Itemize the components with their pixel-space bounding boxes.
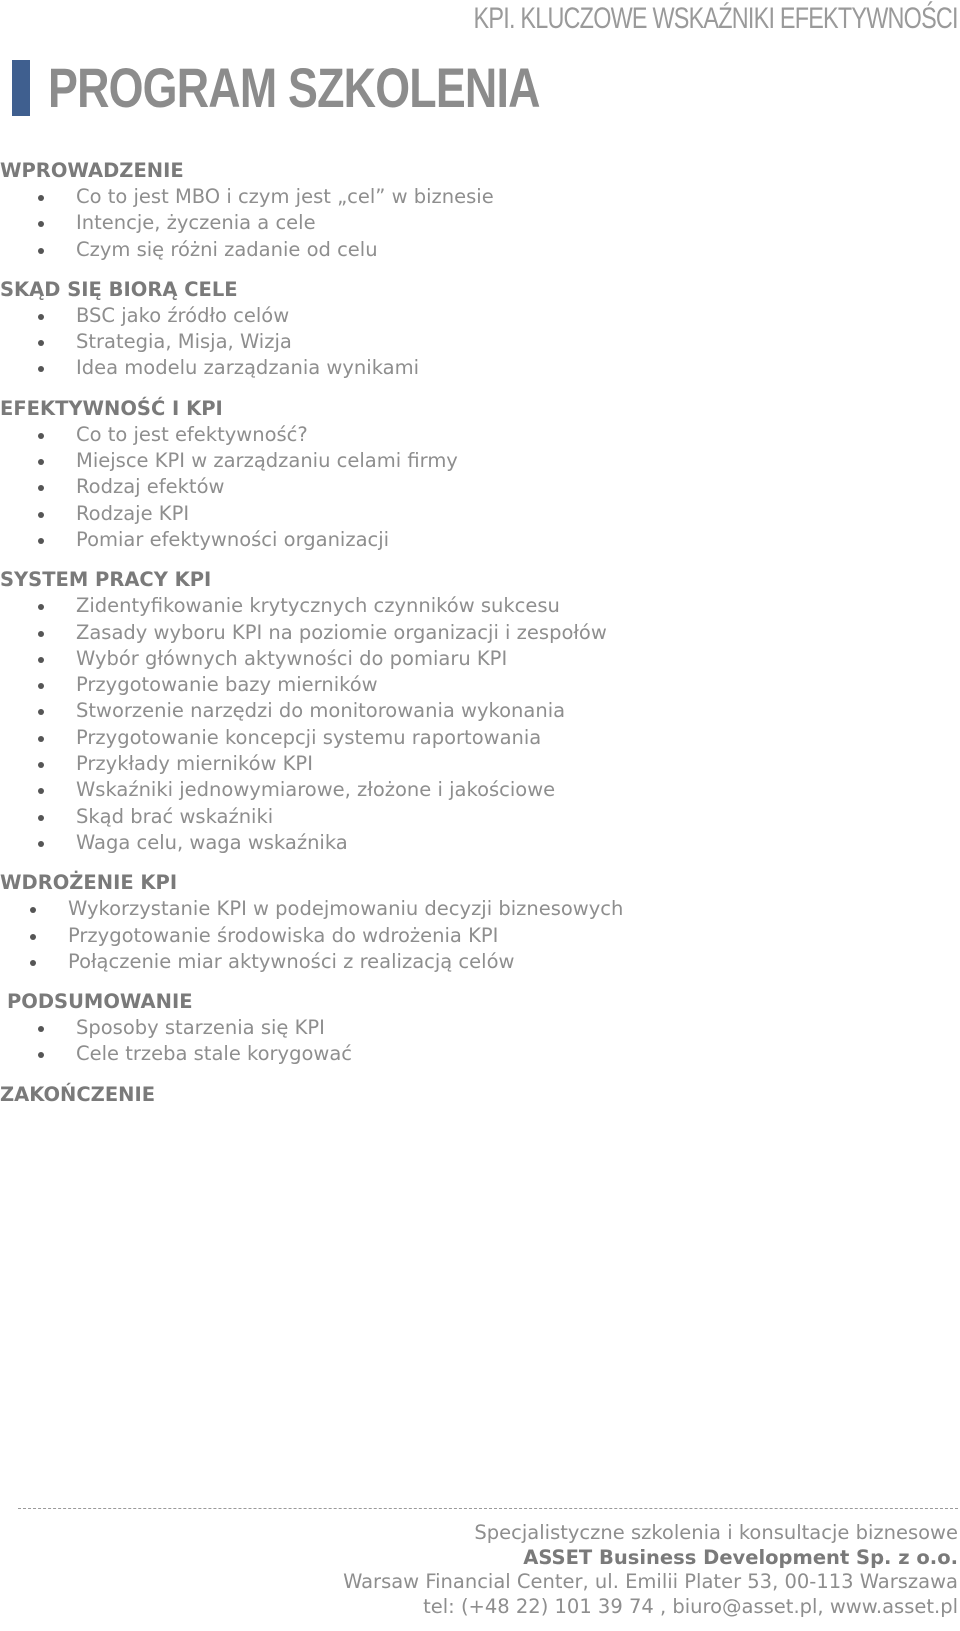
section-heading: ZAKOŃCZENIE xyxy=(0,1082,156,1106)
list-item: Przygotowanie środowiska do wdrożenia KPI xyxy=(0,923,960,949)
section-zakonczenie xyxy=(0,1082,960,1108)
bullet-list xyxy=(0,184,960,263)
list-item: Czym się różni zadanie od celu xyxy=(0,237,960,263)
list-item: Pomiar efektywności organizacji xyxy=(0,527,960,553)
page-title: PROGRAM SZKOLENIA xyxy=(48,56,540,119)
list-item: Intencje, życzenia a cele xyxy=(0,210,960,236)
section-wprowadzenie xyxy=(0,158,960,263)
section-heading: PODSUMOWANIE xyxy=(7,990,193,1014)
footer-contact: tel: (+48 22) 101 39 74 , biuro@asset.pl, www.asset.pl xyxy=(423,1594,958,1618)
list-item: Co to jest MBO i czym jest „cel” w biznesie xyxy=(0,184,960,210)
running-header: KPI. KLUCZOWE WSKAŹNIKI EFEKTYWNOŚCI xyxy=(473,2,958,35)
section-heading: SYSTEM PRACY KPI xyxy=(0,568,212,592)
list-item: Co to jest efektywność? xyxy=(0,422,960,448)
section-system-pracy-kpi xyxy=(0,567,960,856)
section-efektywnosc-i-kpi xyxy=(0,396,960,553)
list-item: Cele trzeba stale korygować xyxy=(0,1041,960,1067)
section-wdrozenie-kpi xyxy=(0,870,960,975)
list-item: Zidentyfikowanie krytycznych czynników sukcesu xyxy=(0,593,960,619)
list-item: Wybór głównych aktywności do pomiaru KPI xyxy=(0,646,960,672)
training-program xyxy=(0,158,960,1122)
list-item: Przygotowanie bazy mierników xyxy=(0,672,960,698)
section-heading: WPROWADZENIE xyxy=(0,159,184,182)
section-podsumowanie xyxy=(0,989,960,1068)
list-item: Strategia, Misja, Wizja xyxy=(0,329,960,355)
section-heading: EFEKTYWNOŚĆ I KPI xyxy=(0,396,223,420)
list-item: Połączenie miar aktywności z realizacją celów xyxy=(0,949,960,975)
footer-tagline: Specjalistyczne szkolenia i konsultacje biznesowe xyxy=(474,1521,958,1544)
list-item: Przygotowanie koncepcji systemu raportowania xyxy=(0,725,960,751)
page-title-block xyxy=(12,56,663,119)
footer-divider xyxy=(18,1508,958,1509)
bullet-list xyxy=(0,422,960,553)
list-item: Przykłady mierników KPI xyxy=(0,751,960,777)
list-item: Wykorzystanie KPI w podejmowaniu decyzji biznesowych xyxy=(0,896,960,922)
list-item: Skąd brać wskaźniki xyxy=(0,804,960,830)
footer-company: ASSET Business Development Sp. z o.o. xyxy=(523,1545,958,1569)
list-item: Idea modelu zarządzania wynikami xyxy=(0,355,960,381)
bullet-list xyxy=(0,1015,960,1068)
list-item: Miejsce KPI w zarządzaniu celami firmy xyxy=(0,448,960,474)
list-item: Rodzaj efektów xyxy=(0,474,960,500)
section-heading: WDROŻENIE KPI xyxy=(0,871,178,895)
list-item: Zasady wyboru KPI na poziomie organizacji i zespołów xyxy=(0,620,960,646)
list-item: Waga celu, waga wskaźnika xyxy=(0,830,960,856)
footer-address: Warsaw Financial Center, ul. Emilii Plater 53, 00-113 Warszawa xyxy=(343,1570,958,1593)
bullet-list xyxy=(0,896,960,975)
list-item: Sposoby starzenia się KPI xyxy=(0,1015,960,1041)
list-item: Stworzenie narzędzi do monitorowania wykonania xyxy=(0,698,960,724)
bullet-list xyxy=(0,303,960,382)
title-accent-bar xyxy=(12,60,30,116)
list-item: Wskaźniki jednowymiarowe, złożone i jakościowe xyxy=(0,777,960,803)
section-skad-sie-biora-cele xyxy=(0,277,960,382)
page-footer xyxy=(18,1508,958,1619)
bullet-list xyxy=(0,593,960,856)
list-item: BSC jako źródło celów xyxy=(0,303,960,329)
list-item: Rodzaje KPI xyxy=(0,501,960,527)
section-heading: SKĄD SIĘ BIORĄ CELE xyxy=(0,277,238,301)
